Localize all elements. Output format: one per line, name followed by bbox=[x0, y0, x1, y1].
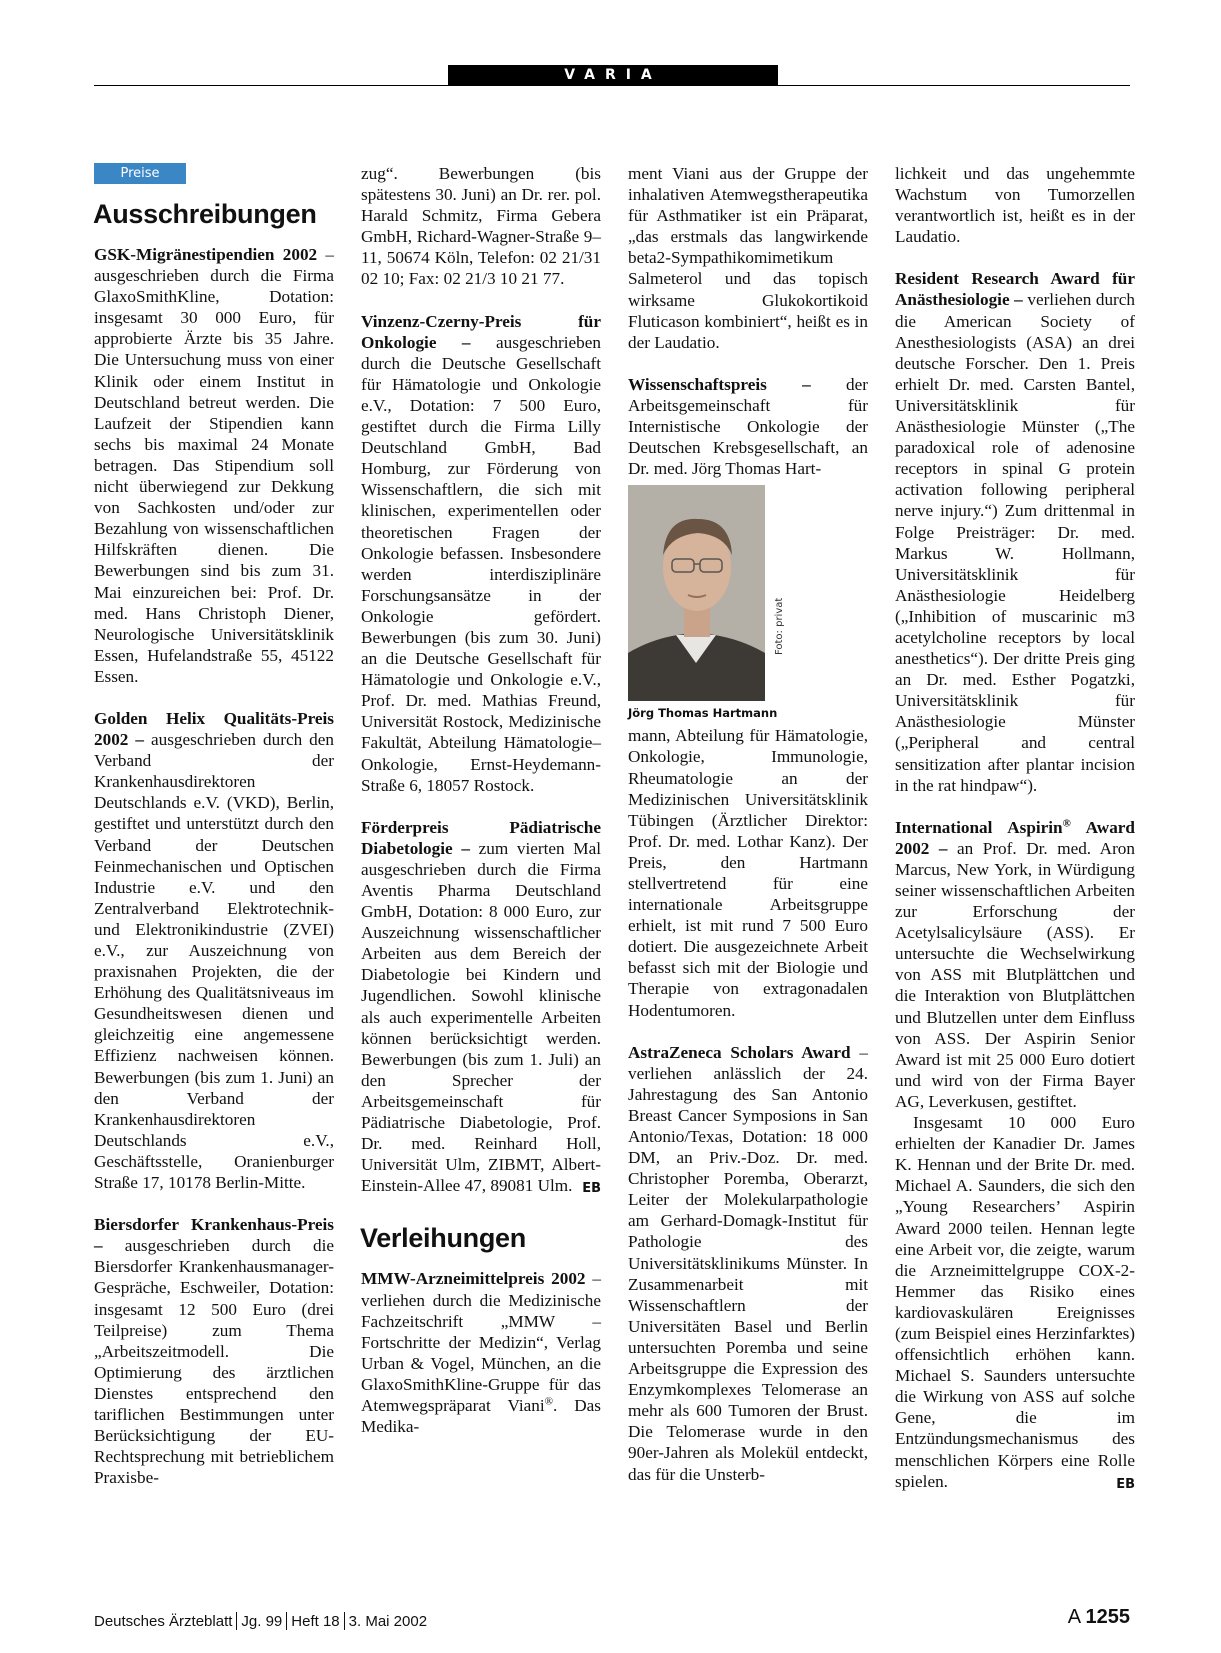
category-badge: Preise bbox=[94, 163, 186, 184]
heading-verleihungen: Verleihungen bbox=[360, 1223, 526, 1254]
column-2 bbox=[361, 163, 601, 1458]
article-text: ausgeschrieben durch die Biersdorfer Krankenhausmanager-Gespräche, Eschweiler, Dotation: insgesamt 12 500 Euro (drei Teilpreise) zum Thema „Arbeitszeitmodell. Die Optimierung des ärztlichen Dienstes entsprechend den tariflichen Bestimmungen unter Berücksichtigung der EU-Rechtsprechung mit betrieblichem Praxisbe- bbox=[94, 1236, 334, 1488]
registered-mark: ® bbox=[1062, 816, 1071, 829]
footer-separator bbox=[344, 1612, 345, 1630]
header-rule bbox=[94, 85, 1130, 86]
article-continuation bbox=[895, 163, 1135, 247]
heading-ausschreibungen: Ausschreibungen bbox=[93, 199, 317, 229]
article-text: mann, Abteilung für Hämatologie, Onkologie, Immunologie, Rheumatologie an der Medizinischen Universitätsklinik Tübingen (Ärztlicher Direktor: Prof. Dr. med. Lothar Kanz). Der Preis, den Hartmann stellvertretend für eine internationale Arbeitsgruppe erhielt, ist mit rund 7 500 Euro dotiert. Die ausgezeichnete Arbeit befasst sich mit der Biologie und Therapie von extragonadalen Hodentumoren. bbox=[628, 726, 868, 1020]
photo-caption: Jörg Thomas Hartmann bbox=[628, 706, 778, 721]
article-title: Golden Helix Qualitäts-Preis 2002 – bbox=[94, 708, 334, 750]
section-label: VARIA bbox=[448, 65, 778, 85]
article-text: – ausgeschrieben durch die Firma GlaxoSmithKline, Dotation: insgesamt 30 000 Euro, für approbierte Ärzte bis 35 Jahre. Die Untersuchung muss von einer Klinik oder einem Institut in Deutschland betreut werden. Die Laufzeit der Stipendien kann sechs bis maximal 24 Monate betragen. Das Stipendium soll nicht überwiegend zur Dekkung von Sachkosten und/oder zur Bezahlung von wissenschaftlichen Hilfskräften dienen. Die Bewerbungen sind bis zum 31. Mai einzureichen bei: Prof. Dr. med. Hans Christoph Diener, Neurologische Universitätsklinik Essen, Hufelandstraße 55, 45122 Essen. bbox=[94, 245, 335, 686]
article-vinzenz-czerny bbox=[361, 311, 601, 796]
article-text: – verliehen anlässlich der 24. Jahrestagung des San Antonio Breast Cancer Symposions in San Antonio/Texas, Dotation: 18 000 DM, an Priv.-Doz. Dr. med. Christopher Poremba, Oberarzt, Leiter der Molekularpathologie am Gerhard-Domagk-Institut für Pathologie des Universitätsklinikums Münster. In Zusammenarbeit mit Wissenschaftlern der Universitäten Basel und Berlin untersuchten Poremba und seine Arbeitsgruppe die Expression des Enzymkomplexes Telomerase an mehr als 600 Tumoren der Brust. Die Telomerase wurde in den 90er-Jahren als Molekül entdeckt, das für die Unsterb- bbox=[628, 1042, 868, 1484]
column-1 bbox=[94, 163, 334, 1509]
article-text: verliehen durch die American Society of Anesthesiologists (ASA) an drei deutsche Forscher. Den 1. Preis erhielt Dr. med. Carsten Bantel, Universitätsklinik für Anästhesiologie Münster („The paradoxical role of adenosine receptors in spinal G protein activation following peripheral nerve injury.“) Zum drittenmal in Folge Preisträger: Dr. med. Markus W. Hollmann, Universitätsklinik für Anästhesiologie Heidelberg („Inhibition of muscarinic m3 acetylcholine receptors by local anesthetics“). Der dritte Preis ging an Dr. med. Esther Pogatzki, Universitätsklinik für Anästhesiologie Münster („Peripheral and central sensitization after plantar incision in the rat hindpaw“). bbox=[895, 290, 1135, 795]
article-title: Vinzenz-Czerny-Preis für Onkologie – bbox=[361, 311, 601, 352]
article-text: zum vierten Mal ausgeschrieben durch die Firma Aventis Pharma Deutschland GmbH, Dotation: 8 000 Euro, zur Auszeichnung wissenschaftlicher Arbeiten aus dem Bereich der Diabetologie bei Kindern und Jugendlichen. Sowohl klinische als auch experimentelle Arbeiten können berücksichtigt werden. Bewerbungen (bis zum 1. Juli) an den Sprecher der Arbeitsgemeinschaft für Pädiatrische Diabetologie, Prof. Dr. med. Reinhard Holl, Universität Ulm, ZIBMT, Albert-Einstein-Allee 47, 89081 Ulm. bbox=[361, 838, 601, 1196]
article-title: Wissenschaftspreis – bbox=[628, 374, 811, 394]
article-text: zug“. Bewerbungen (bis spätestens 30. Juni) an Dr. rer. pol. Harald Schmitz, Firma Gebera GmbH, Richard-Wagner-Straße 9–11, 50674 Köln, Telefon: 02 21/31 02 10; Fax: 02 21/3 10 21 77. bbox=[361, 164, 601, 289]
article-title: International Aspirin® Award 2002 – bbox=[895, 816, 1135, 858]
article-text: – verliehen durch die Medizinische Fachzeitschrift „MMW – Fortschritte der Medizin“, Verlag Urban & Vogel, München, an die GlaxoSmithKline-Gruppe für das Atemwegspräparat Viani bbox=[361, 1269, 602, 1415]
author-signature: EB bbox=[582, 1181, 601, 1197]
article-gsk bbox=[94, 244, 334, 687]
photo-credit: Foto: privat bbox=[774, 598, 785, 656]
article-astrazeneca bbox=[628, 1042, 868, 1485]
article-text: ausgeschrieben durch den Verband der Krankenhausdirektoren Deutschlands e.V. (VKD), Berlin, gestiftet und unterstützt durch den Verband der Deutschen Feinmechanischen und Optischen Industrie e.V. und den Zentralverband Elektrotechnik- und Elektronikindustrie (ZVEI) e.V., zur Auszeichnung von praxisnahen Projekten, die der Erhöhung des Qualitätsniveaus im Gesundheitswesen dienen und gleichzeitig eine angemessene Effizienz nachweisen können. Bewerbungen (bis zum 1. Juni) an den Verband der Krankenhausdirektoren Deutschlands e.V., Geschäftsstelle, Oranienburger Straße 17, 10178 Berlin-Mitte. bbox=[94, 730, 334, 1193]
article-text: lichkeit und das ungehemmte Wachstum von Tumorzellen verantwortlich ist, heißt es in der Laudatio. bbox=[895, 164, 1135, 247]
article-title: Förderpreis Pädiatrische Diabetologie – bbox=[361, 817, 601, 858]
registered-mark: ® bbox=[544, 1395, 553, 1408]
portrait-image bbox=[628, 485, 765, 701]
article-aspirin-young bbox=[895, 1112, 1135, 1492]
journal-issue: Heft 18 bbox=[291, 1613, 340, 1630]
journal-volume: Jg. 99 bbox=[241, 1613, 283, 1630]
article-biersdorfer bbox=[94, 1214, 334, 1488]
article-wissenschaftspreis bbox=[628, 374, 868, 479]
article-text: der Arbeitsgemeinschaft für Internistische Onkologie der Deutschen Krebsgesellschaft, an Dr. med. Jörg Thomas Hart- bbox=[628, 374, 868, 479]
portrait-photo bbox=[628, 485, 868, 721]
footer-separator bbox=[236, 1612, 237, 1630]
article-paediatrische-diabetologie bbox=[361, 817, 601, 1197]
article-text: ment Viani aus der Gruppe der inhalativen Atemwegstherapeutika für Asthmatiker ist ein Präparat, „das erstmals das langwirkende beta2-Sympathikomimetikum Salmeterol und das topisch wirksame Glukokortikoid Fluticason kombiniert“, heißt es in der Laudatio. bbox=[628, 164, 868, 352]
article-continuation bbox=[628, 163, 868, 353]
article-title: AstraZeneca Scholars Award bbox=[628, 1042, 851, 1062]
footer-separator bbox=[286, 1612, 287, 1630]
journal-date: 3. Mai 2002 bbox=[348, 1613, 428, 1630]
article-title: Resident Research Award für Anästhesiologie – bbox=[895, 269, 1135, 310]
column-3 bbox=[628, 163, 868, 1506]
author-signature: EB bbox=[1116, 1476, 1135, 1492]
article-continuation bbox=[361, 163, 601, 290]
article-title: GSK-Migränestipendien 2002 bbox=[94, 245, 318, 264]
article-title: Biersdorfer Krankenhaus-Preis – bbox=[94, 1215, 334, 1256]
article-resident-research bbox=[895, 268, 1135, 795]
article-aspirin-award bbox=[895, 817, 1135, 1112]
article-text: . Das Medika- bbox=[361, 1395, 601, 1437]
page-number bbox=[1068, 1606, 1130, 1629]
article-golden-helix bbox=[94, 708, 334, 1193]
article-text: Insgesamt 10 000 Euro erhielten der Kanadier Dr. James K. Hennan und der Brite Dr. med. Michael A. Saunders, die sich den „Young Researchers’ Aspirin Award 2000 teilen. Hennan legte eine Arbeit vor, die zeigte, warum die Arzneimittelgruppe COX-2-Hemmer das Risiko eines kardiovaskulären Ereignisses (zum Beispiel eines Herzinfarktes) offensichtlich erhöhen kann. Michael S. Saunders untersuchte die Wirkung von ASS auf solche Gene, die im Entzündungsmechanismus des menschlichen Körpers eine Rolle spielen. bbox=[895, 1113, 1135, 1491]
page-prefix: A bbox=[1067, 1606, 1080, 1628]
column-4 bbox=[895, 163, 1135, 1495]
page-number-value: 1255 bbox=[1085, 1606, 1130, 1628]
journal-name: Deutsches Ärzteblatt bbox=[94, 1613, 233, 1630]
article-text: ausgeschrieben durch die Deutsche Gesellschaft für Hämatologie und Onkologie e.V., Dotation: 7 500 Euro, gestiftet durch die Firma Lilly Deutschland GmbH, Bad Homburg, zur Förderung von Wissenschaftlern, die sich mit klinischen, experimentellen oder theoretischen Fragen der Onkologie befassen. Insbesondere werden interdisziplinäre Forschungsansätze in der Onkologie gefördert. Bewerbungen (bis zum 30. Juni) an die Deutsche Gesellschaft für Hämatologie und Onkologie e.V., Prof. Dr. med. Mathias Freund, Universität Rostock, Medizinische Fakultät, Abteilung Hämatologie–Onkologie, Ernst-Heydemann-Straße 6, 18057 Rostock. bbox=[361, 332, 601, 795]
article-title: MMW-Arzneimittelpreis 2002 bbox=[361, 1269, 586, 1289]
article-wissenschaftspreis-cont bbox=[628, 725, 868, 1020]
footer-citation bbox=[94, 1612, 427, 1630]
portrait-illustration bbox=[628, 485, 765, 701]
article-text: an Prof. Dr. med. Aron Marcus, New York, in Würdigung seiner wissenschaftlichen Arbeiten zur Erforschung der Acetylsalicylsäure (ASS). Er untersuchte die Wechselwirkung von ASS mit Blutplättchen und die Interaktion von Blutplättchen und Blutzellen unter dem Einfluss von ASS. Der Aspirin Senior Award ist mit 25 000 Euro dotiert und wird von der Firma Bayer AG, Leverkusen, gestiftet. bbox=[895, 838, 1135, 1111]
article-mmw bbox=[361, 1268, 601, 1437]
